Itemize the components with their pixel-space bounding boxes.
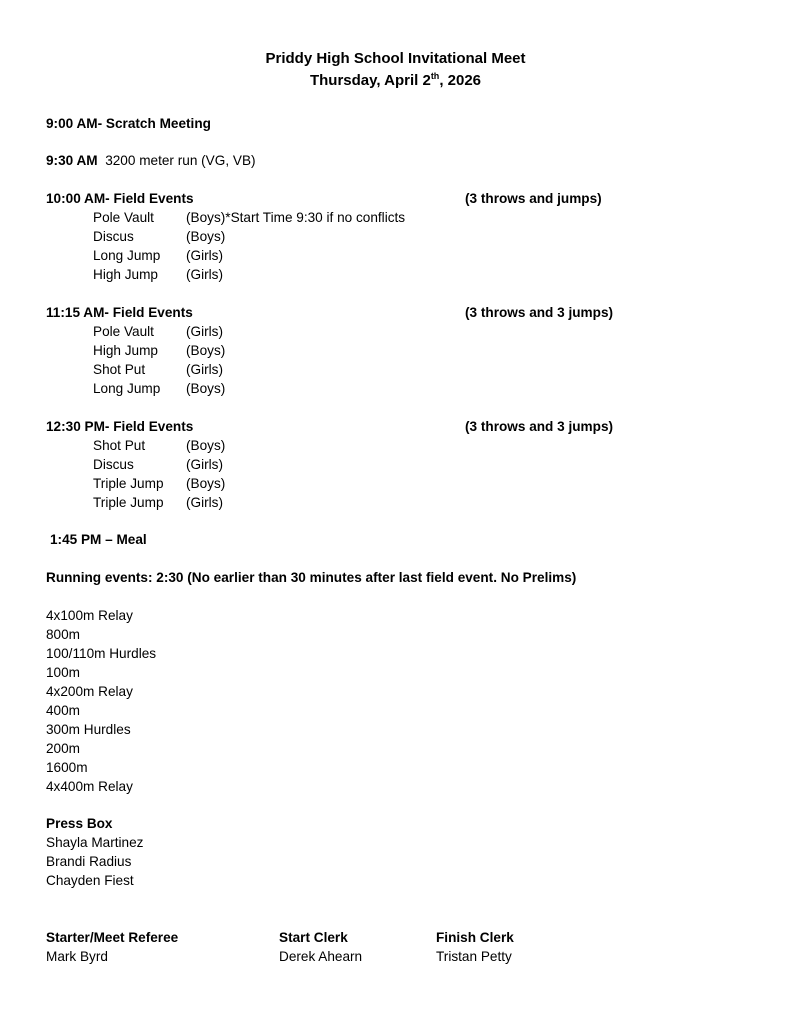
event-detail: (Boys) [186,343,226,358]
official-role: Start Clerk [279,930,348,945]
session-heading: 10:00 AM- Field Events [46,191,194,206]
running-event: 800m [46,627,81,642]
event-detail: (Boys)*Start Time 9:30 if no conflicts [186,210,406,225]
event-name: High Jump [93,267,158,282]
event-detail: (Boys) [186,438,226,453]
event-name: Pole Vault [93,324,154,339]
event-detail: (Girls) [186,324,223,339]
event-name: High Jump [93,343,158,358]
event-detail: (Boys) [186,476,226,491]
event-name: Triple Jump [93,476,164,491]
official-name: Tristan Petty [436,949,512,964]
session-note: (3 throws and jumps) [465,191,602,206]
event-detail: (Girls) [186,457,223,472]
running-heading: Running events: 2:30 (No earlier than 30 minutes after last field event. No Prelims) [46,570,577,585]
event-name: Shot Put [93,362,146,377]
event-name: Discus [93,229,134,244]
scratch-meeting: 9:00 AM- Scratch Meeting [46,116,211,131]
event-name: Triple Jump [93,495,164,510]
run-3200-time: 9:30 AM [46,153,98,168]
event-name: Shot Put [93,438,146,453]
official-role: Starter/Meet Referee [46,930,179,945]
running-event: 400m [46,703,81,718]
session-note: (3 throws and 3 jumps) [465,419,614,434]
official-name: Mark Byrd [46,949,108,964]
session-heading: 11:15 AM- Field Events [46,305,193,320]
session-note: (3 throws and 3 jumps) [465,305,614,320]
official-name: Derek Ahearn [279,949,363,964]
date-suffix: , 2026 [439,72,482,89]
running-event: 300m Hurdles [46,722,131,737]
running-event: 4x200m Relay [46,684,133,699]
event-name: Pole Vault [93,210,154,225]
running-event: 1600m [46,760,88,775]
event-name: Long Jump [93,381,161,396]
event-name: Discus [93,457,134,472]
running-event: 4x400m Relay [46,779,133,794]
meal-time: 1:45 PM – Meal [50,532,147,547]
press-box-name: Chayden Fiest [46,873,134,888]
event-detail: (Boys) [186,229,226,244]
press-box-name: Shayla Martinez [46,835,144,850]
official-role: Finish Clerk [436,930,514,945]
running-event: 100/110m Hurdles [46,646,157,661]
session-heading: 12:30 PM- Field Events [46,419,194,434]
run-3200-event: 3200 meter run (VG, VB) [105,153,256,168]
running-event: 100m [46,665,81,680]
meet-title: Priddy High School Invitational Meet [265,50,526,67]
event-name: Long Jump [93,248,161,263]
event-detail: (Girls) [186,362,223,377]
event-detail: (Girls) [186,248,223,263]
press-box-name: Brandi Radius [46,854,132,869]
running-event: 200m [46,741,81,756]
event-detail: (Boys) [186,381,226,396]
run-3200 [46,151,256,170]
event-detail: (Girls) [186,267,223,282]
running-event: 4x100m Relay [46,608,133,623]
press-box-heading: Press Box [46,816,113,831]
date-superscript: th [430,71,440,81]
event-detail: (Girls) [186,495,223,510]
date-prefix: Thursday, April 2 [309,72,431,89]
meet-date [0,70,791,92]
